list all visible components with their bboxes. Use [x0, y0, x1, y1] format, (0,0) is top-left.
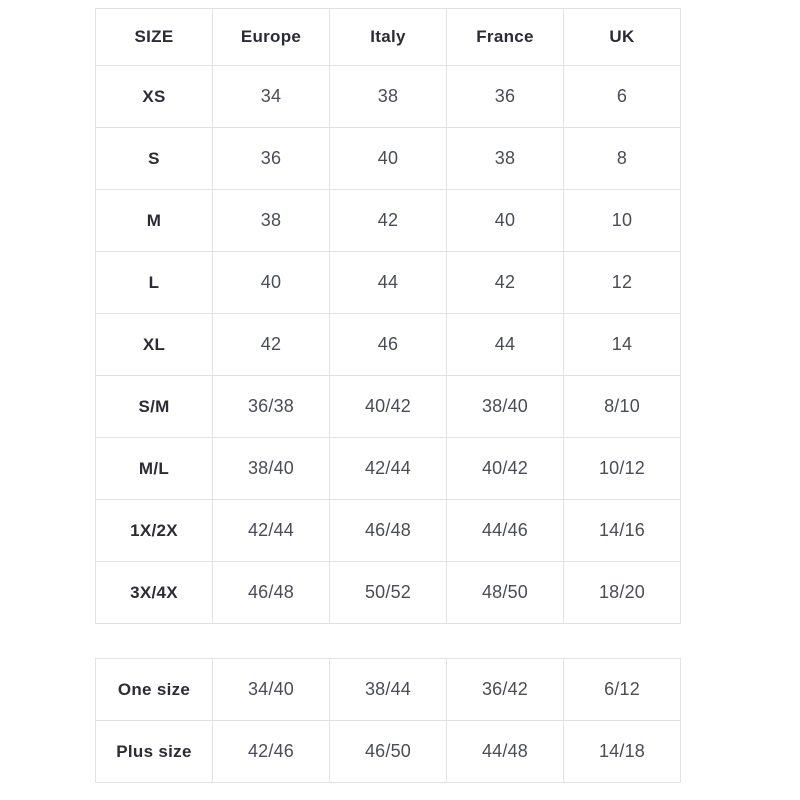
- cell-value: 12: [564, 252, 681, 314]
- cell-value: 36: [447, 66, 564, 128]
- cell-value: 34: [213, 66, 330, 128]
- cell-value: 6: [564, 66, 681, 128]
- cell-value: 38/40: [447, 376, 564, 438]
- cell-value: 46: [330, 314, 447, 376]
- row-label: S/M: [96, 376, 213, 438]
- cell-value: 48/50: [447, 562, 564, 624]
- cell-value: 38/40: [213, 438, 330, 500]
- cell-value: 36/38: [213, 376, 330, 438]
- cell-value: 42: [330, 190, 447, 252]
- cell-value: 36/42: [447, 659, 564, 721]
- table-row: [96, 66, 681, 128]
- cell-value: 14: [564, 314, 681, 376]
- column-header: Europe: [213, 9, 330, 66]
- cell-value: 44/48: [447, 721, 564, 783]
- row-label: M: [96, 190, 213, 252]
- one-size-plus-size-table: [95, 658, 681, 783]
- cell-value: 44: [447, 314, 564, 376]
- column-header: France: [447, 9, 564, 66]
- cell-value: 50/52: [330, 562, 447, 624]
- row-label: M/L: [96, 438, 213, 500]
- cell-value: 40/42: [447, 438, 564, 500]
- row-label: L: [96, 252, 213, 314]
- table-row: [96, 659, 681, 721]
- cell-value: 40: [330, 128, 447, 190]
- cell-value: 8: [564, 128, 681, 190]
- cell-value: 36: [213, 128, 330, 190]
- cell-value: 38: [447, 128, 564, 190]
- column-header: UK: [564, 9, 681, 66]
- row-label: Plus size: [96, 721, 213, 783]
- table-row: [96, 562, 681, 624]
- table-row: [96, 721, 681, 783]
- table-row: [96, 252, 681, 314]
- cell-value: 44/46: [447, 500, 564, 562]
- row-label: S: [96, 128, 213, 190]
- cell-value: 14/18: [564, 721, 681, 783]
- row-label: XL: [96, 314, 213, 376]
- cell-value: 46/48: [213, 562, 330, 624]
- cell-value: 34/40: [213, 659, 330, 721]
- header-row: [96, 9, 681, 66]
- cell-value: 38: [213, 190, 330, 252]
- cell-value: 46/50: [330, 721, 447, 783]
- column-header: SIZE: [96, 9, 213, 66]
- cell-value: 38/44: [330, 659, 447, 721]
- cell-value: 42/44: [213, 500, 330, 562]
- cell-value: 38: [330, 66, 447, 128]
- cell-value: 42: [213, 314, 330, 376]
- cell-value: 44: [330, 252, 447, 314]
- cell-value: 46/48: [330, 500, 447, 562]
- row-label: 3X/4X: [96, 562, 213, 624]
- table-row: [96, 376, 681, 438]
- cell-value: 42/44: [330, 438, 447, 500]
- cell-value: 6/12: [564, 659, 681, 721]
- cell-value: 40/42: [330, 376, 447, 438]
- cell-value: 14/16: [564, 500, 681, 562]
- table-gap: [95, 624, 800, 658]
- size-conversion-table: [95, 8, 681, 624]
- table-row: [96, 190, 681, 252]
- cell-value: 10: [564, 190, 681, 252]
- row-label: One size: [96, 659, 213, 721]
- cell-value: 10/12: [564, 438, 681, 500]
- cell-value: 18/20: [564, 562, 681, 624]
- row-label: 1X/2X: [96, 500, 213, 562]
- cell-value: 40: [447, 190, 564, 252]
- cell-value: 42: [447, 252, 564, 314]
- cell-value: 40: [213, 252, 330, 314]
- table-row: [96, 314, 681, 376]
- row-label: XS: [96, 66, 213, 128]
- cell-value: 8/10: [564, 376, 681, 438]
- table-row: [96, 128, 681, 190]
- table-row: [96, 500, 681, 562]
- column-header: Italy: [330, 9, 447, 66]
- table-row: [96, 438, 681, 500]
- cell-value: 42/46: [213, 721, 330, 783]
